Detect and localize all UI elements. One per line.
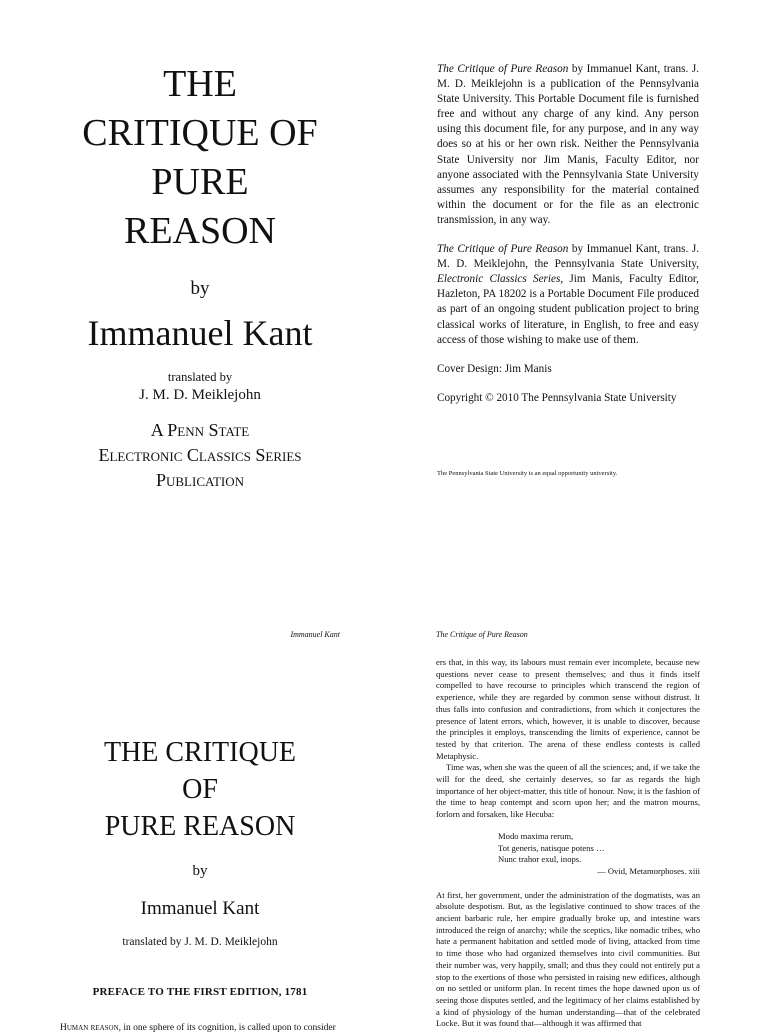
paragraph: Time was, when she was the queen of all the sciences; and, if we take the will for the deed, she certainly deserves, so far as regards the high importance of her object-matter, this title of honour. Now, it is the fashion of the time to heap contempt and scorn upon her; and the matron mourns, forlorn and forsaken, like Hecuba: <box>436 762 700 820</box>
text-page <box>436 630 700 1030</box>
preface-lead-words: Human reason <box>60 1023 119 1033</box>
verse-quote <box>498 831 700 878</box>
book-title-italic: The Critique of Pure Reason <box>437 243 569 256</box>
copyright-line: Copyright © 2010 The Pennsylvania State University <box>437 391 677 404</box>
production-notice <box>437 242 699 348</box>
translated-by-label: translated by <box>167 370 233 384</box>
series-line: Publication <box>155 470 244 490</box>
inner-title-page <box>60 630 340 1033</box>
series-name-italic: Electronic Classics Series <box>437 273 561 286</box>
cover-design-credit: Cover Design: Jim Manis <box>437 362 552 375</box>
by-label: by <box>190 278 210 299</box>
running-head: The Critique of Pure Reason <box>436 630 528 639</box>
series-publication <box>60 418 340 493</box>
production-notice-text-b: , Jim Manis, Faculty Editor, Hazleton, PA 18202 is a Portable Document File produced as part of an ongoing student publication project to bring classical works of literature, in English, to free and easy access of those wishing to make use of them. <box>437 273 699 346</box>
translator-name: J. M. D. Meiklejohn <box>139 387 261 403</box>
series-line: Electronic Classics Series <box>98 445 302 465</box>
verse-line: Modo maxima rerum, <box>498 830 574 841</box>
publication-notice-text: by Immanuel Kant, trans. J. M. D. Meiklejohn is a publication of the Pennsylvania State University. This Portable Document file is furnished free and without any charge of any kind. Any person using this document file, for any purpose, and in any way does so at his or her own risk. Neither the Pennsylvania State University nor Jim Manis, Faculty Editor, nor anyone associated with the Pennsylvania State University assumes any responsibility for the material contained within the document or for the file as an electronic transmission, in any way. <box>437 63 699 226</box>
preface-line-text: , in one sphere of its cognition, is called upon to consider <box>118 1023 336 1033</box>
inner-title-line: OF <box>182 774 218 805</box>
preface-first-line <box>60 1023 340 1033</box>
translator-credit: translated by J. M. D. Meiklejohn <box>122 936 278 948</box>
publication-notice <box>437 62 699 228</box>
inner-title <box>60 734 340 845</box>
inner-title-line: PURE REASON <box>104 811 296 842</box>
series-line: A Penn State <box>150 420 250 440</box>
title-line: REASON <box>123 210 277 252</box>
paragraph: ers that, in this way, its labours must remain ever incomplete, because new questions never cease to present themselves; and thus it finds itself compelled to have recourse to principles which transcend the region of experience, while they are regarded by common sense without distrust. It thus falls into confusion and contradictions, from which it conjectures the presence of latent errors, which, however, it is unable to discover, because the principles it employs, transcending the limits of experience, cannot be tested by that criterion. The arena of these endless contests is called Metaphysic. <box>436 657 700 761</box>
production-notice-text-a: by Immanuel Kant, trans. J. M. D. Meiklejohn, the Pennsylvania State University, <box>437 243 699 271</box>
verse-attribution: — Ovid, Metamorphoses. xiii <box>597 865 700 876</box>
inner-title-line: THE CRITIQUE <box>103 737 297 768</box>
book-title-italic: The Critique of Pure Reason <box>437 63 569 75</box>
title-line: PURE <box>151 161 249 203</box>
verse-line: Nunc trahor exul, inops. <box>498 854 582 865</box>
title-page <box>60 60 340 493</box>
preface-heading: PREFACE TO THE FIRST EDITION, 1781 <box>92 986 308 998</box>
author-name: Immanuel Kant <box>140 898 260 919</box>
copyright-page <box>437 62 699 481</box>
author-name: Immanuel Kant <box>87 313 313 353</box>
book-title <box>60 60 340 256</box>
equal-opportunity-note: The Pennsylvania State University is an equal opportunity university. <box>437 469 618 477</box>
verse-line: Tot generis, natisque potens … <box>498 842 605 853</box>
running-head: Immanuel Kant <box>290 630 340 639</box>
by-label: by <box>192 863 208 879</box>
title-line: CRITIQUE OF <box>82 112 318 154</box>
paragraph: At first, her government, under the administration of the dogmatists, was an absolute despotism. But, as the legislative continued to show traces of the ancient barbaric rule, her empire gradually broke up, and intestine wars introduced the reign of anarchy; while the sceptics, like nomadic tribes, who hate a permanent habitation and settled mode of living, attacked from time to time those who had organized themselves into civil communities. But their number was, very happily, small; and thus they could not entirely put a stop to the exertions of those who persisted in raising new edifices, although on no settled or uniform plan. In recent times the hope dawned upon us of seeing those disputes settled, and the legitimacy of her claims established by a kind of physiology of the human understanding—that of the celebrated Locke. But it was found that—although it was affirmed that <box>436 889 700 1029</box>
title-line: THE <box>163 63 237 105</box>
